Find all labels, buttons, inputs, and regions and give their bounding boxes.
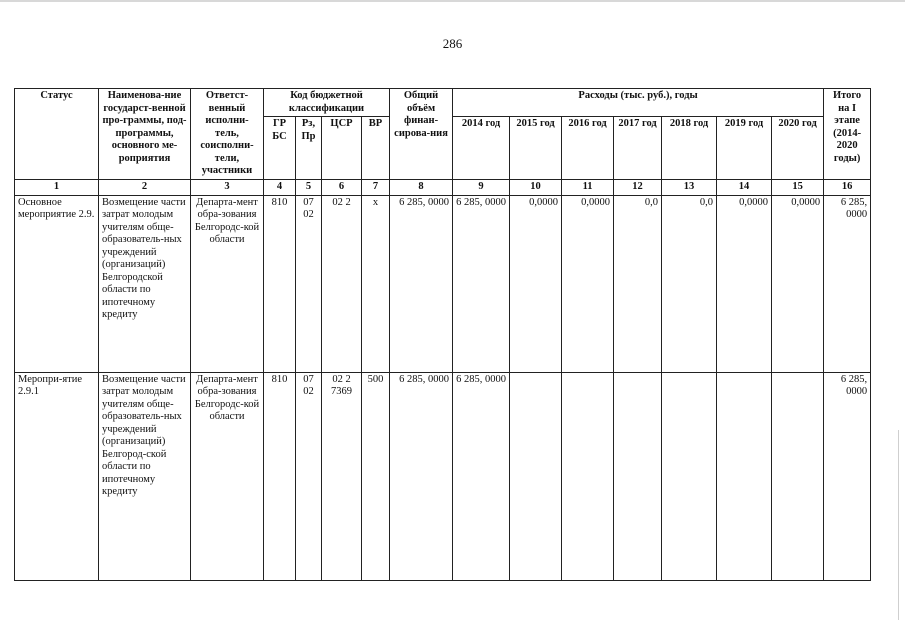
cell-grbs: 810 [264,195,296,372]
cell-total: 6 285, 0000 [390,195,453,372]
column-number: 4 [264,179,296,195]
cell-2019: 0,0000 [717,195,772,372]
cell-2020 [772,372,824,580]
column-number: 5 [296,179,322,195]
cell-grbs: 810 [264,372,296,580]
scan-top-edge [0,0,905,2]
table-row [15,195,871,372]
column-number-row [15,179,871,195]
cell-2018: 0,0 [662,195,717,372]
header-total: Общий объём финан-сирова-ния [390,89,453,180]
header-responsible: Ответст-венный исполни-тель, соисполни-тели, участники [191,89,264,180]
column-number: 10 [510,179,562,195]
cell-responsible: Департа-мент обра-зования Белгородс-кой области [191,195,264,372]
column-number: 15 [772,179,824,195]
header-csr: ЦСР [322,117,362,180]
cell-2017: 0,0 [614,195,662,372]
header-year-2017: 2017 год [614,117,662,180]
budget-table [14,88,871,581]
header-row-1 [15,89,871,117]
cell-vr: 500 [362,372,390,580]
header-grbs: ГР БС [264,117,296,180]
header-vr: ВР [362,117,390,180]
column-number: 16 [824,179,871,195]
cell-rzpr: 07 02 [296,372,322,580]
cell-responsible: Департа-мент обра-зования Белгородс-кой области [191,372,264,580]
cell-2015: 0,0000 [510,195,562,372]
header-year-2014: 2014 год [453,117,510,180]
page-number: 286 [442,36,463,51]
cell-2020: 0,0000 [772,195,824,372]
cell-2014: 6 285, 0000 [453,195,510,372]
cell-csr: 02 2 [322,195,362,372]
header-status: Статус [15,89,99,180]
column-number: 7 [362,179,390,195]
cell-name: Возмещение части затрат молодым учителям обще-образователь-ных учреждений (организаций) Белгородской области по ипотечному кредиту [99,195,191,372]
cell-2014: 6 285, 0000 [453,372,510,580]
cell-status: Основное мероприятие 2.9. [15,195,99,372]
cell-stage-total: 6 285, 0000 [824,195,871,372]
column-number: 11 [562,179,614,195]
cell-name: Возмещение части затрат молодым учителям обще-образователь-ных учреждений (организаций) Белгород-ской области по ипотечному кредиту [99,372,191,580]
column-number: 6 [322,179,362,195]
cell-vr: х [362,195,390,372]
header-budget-code: Код бюджетной классификации [264,89,390,117]
header-stage-total: Итого на I этапе (2014-2020 годы) [824,89,871,180]
header-year-2016: 2016 год [562,117,614,180]
column-number: 3 [191,179,264,195]
cell-status: Меропри-ятие 2.9.1 [15,372,99,580]
column-number: 9 [453,179,510,195]
column-number: 1 [15,179,99,195]
cell-2016 [562,372,614,580]
cell-rzpr: 07 02 [296,195,322,372]
header-rzpr: Рз, Пр [296,117,322,180]
column-number: 2 [99,179,191,195]
cell-2017 [614,372,662,580]
cell-2018 [662,372,717,580]
header-year-2018: 2018 год [662,117,717,180]
header-name: Наименова-ние государст-венной про-граммы, под-программы, основного ме-роприятия [99,89,191,180]
column-number: 12 [614,179,662,195]
cell-2016: 0,0000 [562,195,614,372]
cell-csr: 02 2 7369 [322,372,362,580]
header-year-2020: 2020 год [772,117,824,180]
header-year-2019: 2019 год [717,117,772,180]
cell-2019 [717,372,772,580]
cell-stage-total: 6 285, 0000 [824,372,871,580]
header-year-2015: 2015 год [510,117,562,180]
cell-total: 6 285, 0000 [390,372,453,580]
column-number: 13 [662,179,717,195]
cell-2015 [510,372,562,580]
scan-edge-mark [898,430,899,620]
header-expenses: Расходы (тыс. руб.), годы [453,89,824,117]
column-number: 8 [390,179,453,195]
column-number: 14 [717,179,772,195]
table-row [15,372,871,580]
